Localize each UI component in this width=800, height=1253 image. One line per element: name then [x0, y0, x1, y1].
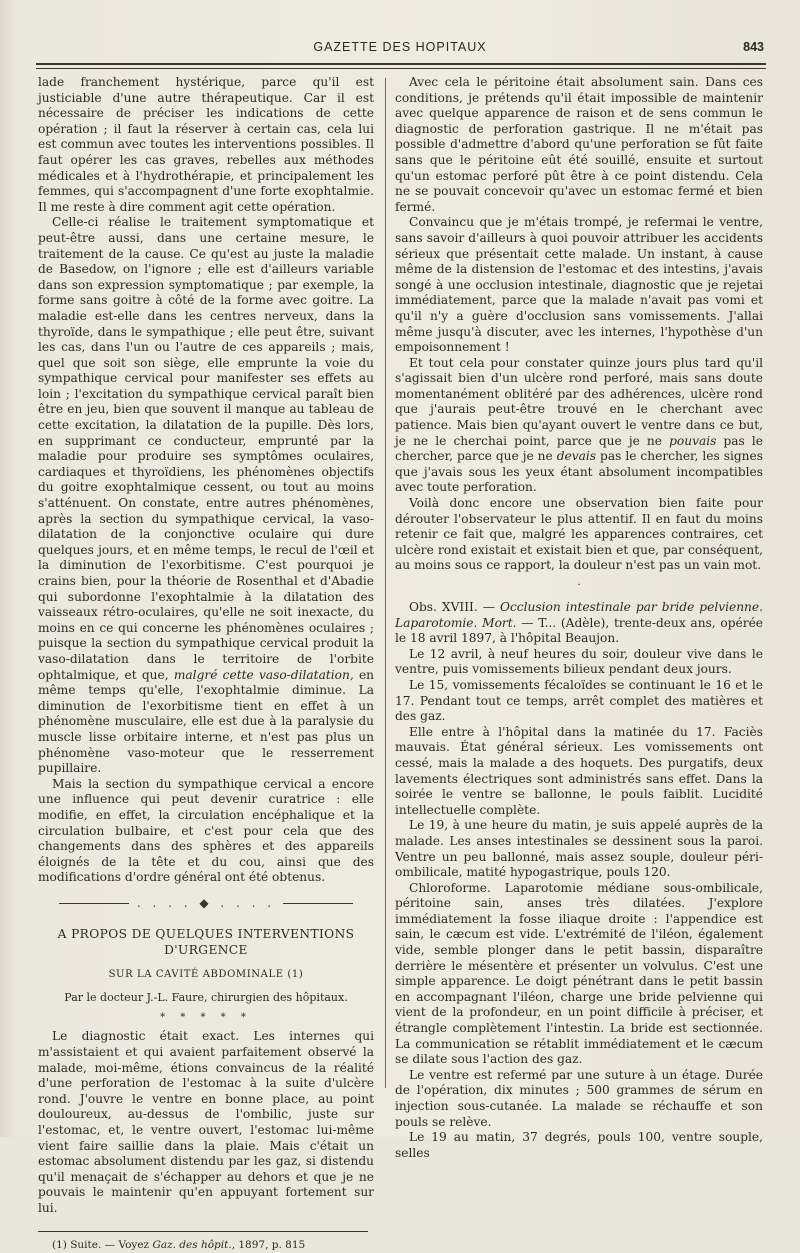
article-author: Par le docteur J.-L. Faure, chirurgien des hôpitaux. [64, 991, 348, 1005]
section-dot: . [577, 577, 581, 588]
running-head [0, 40, 800, 60]
paragraph: Le diagnostic était exact. Les internes qui m'assistaient et qui avaient parfaitement observé la malade, moi-même, étions convaincus de la réalité d'une perforation de l'estomac à la suite d'ulcère rond. J'ouvre le ventre en bonne place, au point douloureux, au-dessus de l'ombilic, juste sur l'estomac, et, le ventre ouvert, l'estomac lui-même vient faire saillie dans la plaie. Mais c'était un estomac absolument distendu par les gaz, si distendu qu'il menaçait de s'échapper au dehors et que je ne pouvais le maintenir qu'en appuyant fortement sur lui. [38, 1029, 374, 1215]
italic-phrase: malgré cette vaso-dilatation, [173, 667, 354, 682]
header-rule-thin [36, 68, 766, 69]
paragraph: Le 15, vomissements fécaloïdes se continuant le 16 et le 17. Pendant tout ce temps, arrêt complet des matières et des gaz. [395, 677, 763, 724]
observation-heading: Obs. XVIII. — Occlusion intestinale par bride pelvienne. Laparotomie. Mort. — T... (Adèle), trente-deux ans, opérée le 18 avril 1897, à l'hôpital Beaujon. [395, 600, 764, 646]
left-column [38, 75, 374, 1253]
paragraph: Celle-ci réalise le traitement symptomatique et peut-être aussi, dans une certaine mesure, le traitement de la cause. Ce qu'est au juste la maladie de Basedow, on l'ignore ; elle est d'ailleurs variable dans son expression symptomatique ; par exemple, la forme sans goitre à côté de la forme avec goitre. La maladie est-elle dans les centres nerveux, dans la thyroïde, dans le sympathique ; elle peut être, suivant les cas, dans l'un ou l'autre de ces appareils ; mais, quel que soit son siège, elle emprunte la voie du sympathique cervical pour manifester ses effets au loin ; l'excitation du sympathique cervical paraît bien être en jeu, bien que souvent il manque au tableau de cette excitation, la dilatation de la pupille. Dès lors, en supprimant ce conducteur, emprunté par la maladie pour produire ses symptômes oculaires, cardiaques et thyroïdiens, les phénomènes objectifs du goitre exophtalmique cessent, ou tout au moins s'atténuent. On constate, entre autres phénomènes, après la section du sympathique cervical, la vaso-dilatation de la conjonctive oculaire qui dure quelques jours, et en même temps, le recul de l'œil et la diminution de l'exorbitisme. C'est pourquoi je crains bien, pour la théorie de Rosenthal et d'Abadie qui subordonne l'exophtalmie à la dilatation des vaisseaux rétro-oculaires, qu'elle ne soit inexacte, du moins en ce qui concerne les phénomènes oculaires ; puisque la section du sympathique cervical produit la vaso-dilatation dans le territoire de l'orbite ophtalmique, et que, malgré cette vaso-dilatation, en même temps qu'elle, l'exophtalmie diminue. La diminution de l'exorbitisme tient en effet à un phénomène musculaire, elle est due à la paralysie du muscle lisse orbitaire interne, et n'est pas plus un phénomène vaso-moteur que le resserrement pupillaire. [38, 215, 375, 776]
paragraph: Chloroforme. Laparotomie médiane sous-ombilicale, péritoine sain, anses très dilatées. J'explore immédiatement la fosse iliaque droite : l'appendice est sain, le cæcum est vide. L'extrémité de l'iléon, également vide, semble plonger dans le petit bassin, disparaître derrière le mésentère et présenter un volvulus. C'est une simple apparence. Le doigt pénétrant dans le petit bassin en accompagnant l'iléon, charge une bride pelvienne qui vient de la profondeur, en un point difficile à préciser, et étrangle complètement l'intestin. La bride est sectionnée. La communication se rétablit immédiatement et le cæcum se dilate sous l'action des gaz. [395, 880, 763, 1067]
section-stars: * * * * * [160, 1011, 252, 1023]
header-rule-thick [36, 63, 766, 65]
paragraph: lade franchement hystérique, parce qu'il est justiciable d'une autre thérapeutique. Car il est nécessaire de préciser les indications de cette opération ; il faut la réserver à certain cas, cela lui est commun avec toutes les interventions possibles. Il faut opérer les cas graves, rebelles aux méthodes médicales et à l'hydrothérapie, et principalement les femmes, qui s'accompagnent d'une forte exophtalmie. Il me reste à dire comment agit cette opération. [38, 75, 374, 214]
page-number: 843 [743, 40, 764, 54]
paragraph: Voilà donc encore une observation bien faite pour dérouter l'observateur le plus attentif. Il en faut du moins retenir ce fait que, malgré les apparences contraires, cet ulcère rond existait et existait bien et que, par conséquent, au moins sous ce rapport, la douleur n'est pas un vain mot. [395, 496, 763, 573]
paragraph: Le ventre est refermé par une suture à un étage. Durée de l'opération, dix minutes ; 500 grammes de sérum en injection sous-cutanée. La malade se réchauffe et son pouls se relève. [395, 1067, 763, 1129]
paragraph: Avec cela le péritoine était absolument sain. Dans ces conditions, je prétends qu'il était impossible de maintenir avec quelque apparence de raison et de sens commun le diagnostic de perforation gastrique. Il ne m'était pas possible d'admettre d'abord qu'une perforation se fût faite sans que le péritoine eût été souillé, ensuite et surtout qu'un estomac perforé pût être à ce point distendu. Cela ne se pouvait concevoir qu'avec un estomac fermé et bien fermé. [395, 75, 763, 214]
paragraph: Elle entre à l'hôpital dans la matinée du 17. Faciès mauvais. État général sérieux. Les vomissements ont cessé, mais la malade a des hoquets. Des purgatifs, deux lavements électriques sont administrés sans effet. Dans la soirée le ventre se ballonne, le pouls faiblit. Lucidité intellectuelle complète. [395, 724, 763, 817]
journal-title: GAZETTE DES HOPITAUX [313, 40, 487, 54]
paragraph: Mais la section du sympathique cervical a encore une influence qui peut devenir curatrice : elle modifie, en effet, la circulation encéphalique et la circulation bulbaire, et c'est pour cela que des changements dans des sphères et des appareils éloignés de la tête et du cou, ainsi que des modifications d'ordre général ont été obtenus. [38, 776, 374, 885]
paragraph: Le 12 avril, à neuf heures du soir, douleur vive dans le ventre, puis vomissements bilieux pendant deux jours. [395, 646, 763, 677]
section-ornament: . . . . ◆ . . . . [38, 896, 374, 912]
footnote-rule [38, 1231, 368, 1232]
paragraph: Et tout cela pour constater quinze jours plus tard qu'il s'agissait bien d'un ulcère rond perforé, mais sans doute momentanément oblitéré par des adhérences, ulcère rond que j'aurais peut-être trouvé en le cherchant avec patience. Mais bien qu'ayant ouvert le ventre dans ce but, je ne le cherchai point, parce que je ne pouvais pas le chercher, parce que je ne devais pas le chercher, les signes que j'avais sous les yeux étant absolument incompatibles avec toute perforation. [395, 355, 763, 495]
footnote: (1) Suite. — Voyez Gaz. des hôpit., 1897, p. 815 [52, 1238, 306, 1251]
article-title: A PROPOS DE QUELQUES INTERVENTIONS D'URGENCE [57, 927, 355, 958]
paragraph: Le 19, à une heure du matin, je suis appelé auprès de la malade. Les anses intestinales se dessinent sous la paroi. Ventre un peu ballonné, mais assez souple, douleur péri-ombilicale, matité hypogastrique, pouls 120. [395, 818, 763, 880]
article-subtitle: SUR LA CAVITÉ ABDOMINALE (1) [108, 968, 304, 980]
paragraph: Le 19 au matin, 37 degrés, pouls 100, ventre souple, selles [395, 1130, 763, 1160]
column-divider [385, 78, 386, 1088]
paragraph: Convaincu que je m'étais trompé, je refermai le ventre, sans savoir d'ailleurs à quoi pouvoir attribuer les accidents sérieux que présentait cette malade. Un instant, à cause même de la distension de l'estomac et des intestins, j'avais songé à une occlusion intestinale, diagnostic que je rejetai immédiatement, parce que la malade n'avait pas vomi et qu'il n'y a guère d'occlusion sans vomissements. J'allai même jusqu'à discuter, avec les internes, l'hypothèse d'un empoisonnement ! [395, 215, 763, 355]
right-column [395, 75, 763, 1161]
